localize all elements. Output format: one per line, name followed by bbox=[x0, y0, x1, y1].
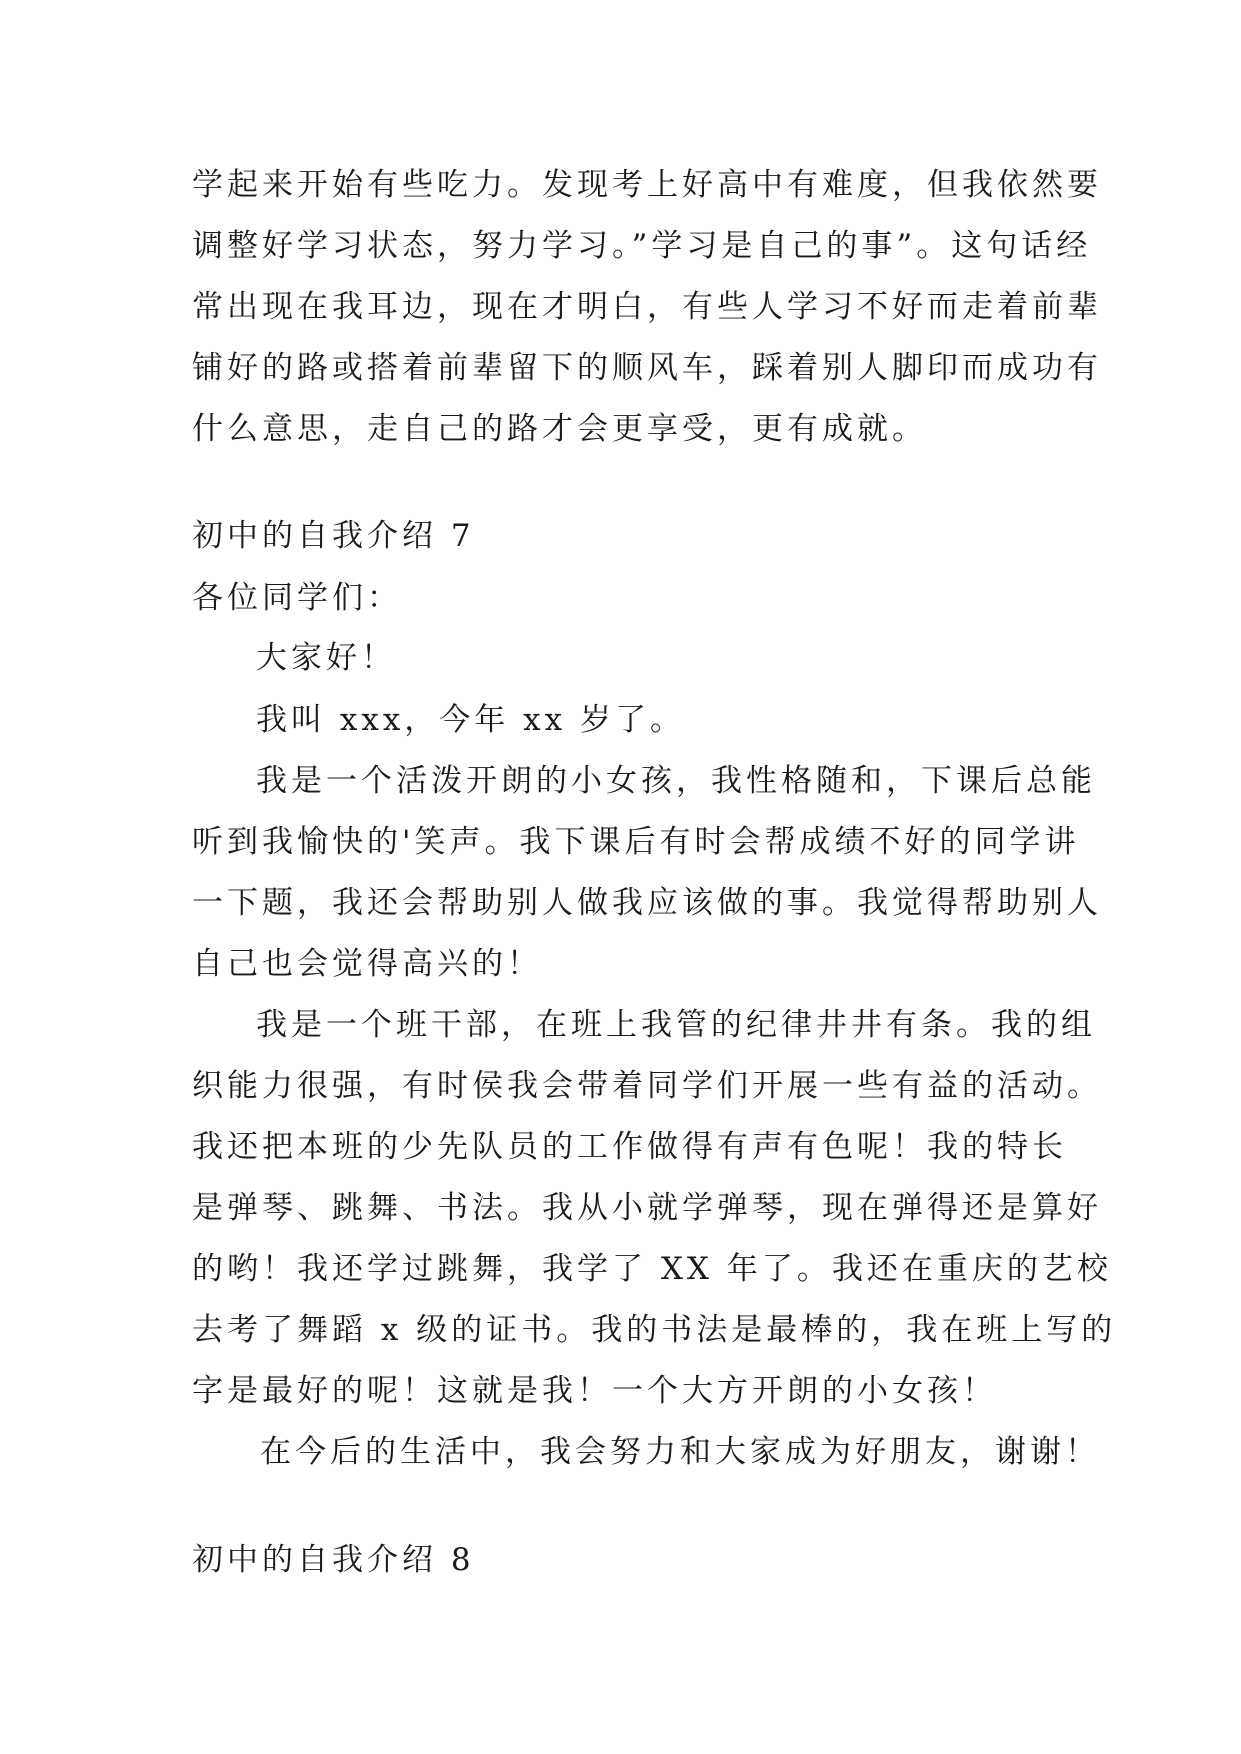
paragraph-line: 铺好的路或搭着前辈留下的顺风车，踩着别人脚印而成功有 bbox=[192, 350, 1102, 386]
closing-line: 在今后的生活中，我会努力和大家成为好朋友，谢谢！ bbox=[260, 1434, 1100, 1470]
paragraph-line: 织能力很强，有时侯我会带着同学们开展一些有益的活动。 bbox=[192, 1068, 1102, 1104]
paragraph-line: 字是最好的呢！这就是我！一个大方开朗的小女孩！ bbox=[192, 1373, 997, 1409]
paragraph-line: 我是一个班干部，在班上我管的纪律井井有条。我的组 bbox=[256, 1007, 1096, 1043]
paragraph-line: 自己也会觉得高兴的！ bbox=[192, 946, 542, 982]
paragraph-line: 什么意思，走自己的路才会更享受，更有成就。 bbox=[192, 411, 927, 447]
paragraph-line: 去考了舞蹈 x 级的证书。我的书法是最棒的，我在班上写的 bbox=[192, 1312, 1117, 1348]
paragraph-line: 常出现在我耳边，现在才明白，有些人学习不好而走着前辈 bbox=[192, 289, 1102, 325]
paragraph-line: 我是一个活泼开朗的小女孩，我性格随和，下课后总能 bbox=[256, 763, 1096, 799]
paragraph-line: 一下题，我还会帮助别人做我应该做的事。我觉得帮助别人 bbox=[192, 885, 1102, 921]
greeting: 大家好！ bbox=[256, 640, 396, 676]
paragraph-line: 调整好学习状态，努力学习。”学习是自己的事”。这句话经 bbox=[192, 228, 1092, 264]
paragraph-line: 我还把本班的少先队员的工作做得有声有色呢！我的特长 bbox=[192, 1129, 1067, 1165]
salutation: 各位同学们： bbox=[192, 580, 402, 616]
paragraph-line: 学起来开始有些吃力。发现考上好高中有难度，但我依然要 bbox=[192, 167, 1102, 203]
paragraph-line: 听到我愉快的'笑声。我下课后有时会帮成绩不好的同学讲 bbox=[192, 824, 1080, 860]
section-title: 初中的自我介绍 8 bbox=[192, 1542, 475, 1578]
paragraph-line: 是弹琴、跳舞、书法。我从小就学弹琴，现在弹得还是算好 bbox=[192, 1190, 1102, 1226]
self-intro: 我叫 xxx，今年 xx 岁了。 bbox=[256, 702, 685, 738]
section-title: 初中的自我介绍 7 bbox=[192, 518, 475, 554]
paragraph-line: 的哟！我还学过跳舞，我学了 XX 年了。我还在重庆的艺校 bbox=[192, 1251, 1112, 1287]
